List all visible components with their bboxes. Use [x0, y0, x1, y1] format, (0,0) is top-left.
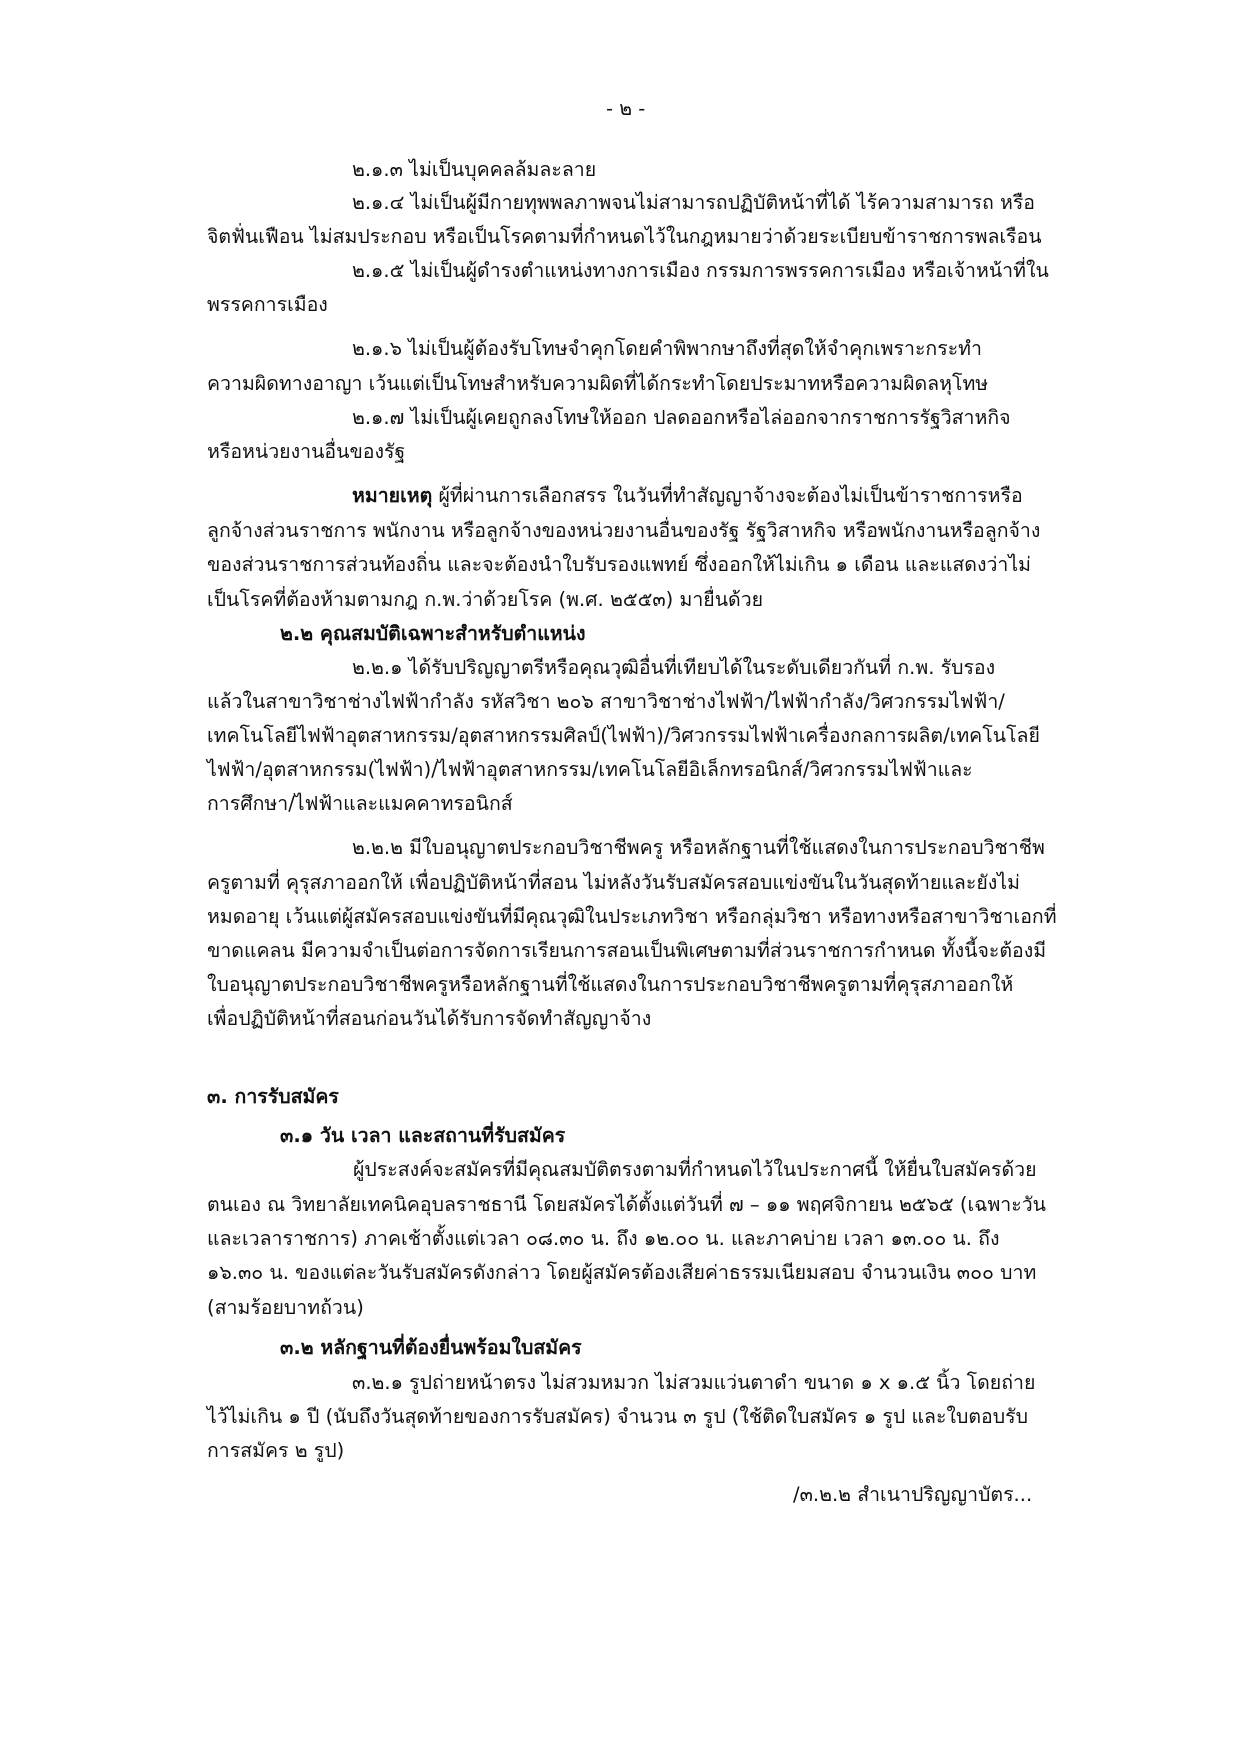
section-3-1-line-4: ๑๖.๓๐ น. ของแต่ละวันรับสมัครดังกล่าว โดยผู้สมัครต้องเสียค่าธรรมเนียมสอบ จำนวนเงิน ๓๐๐ บาท: [207, 1261, 1037, 1284]
item-2-2-1-cont-4: การศึกษา/ไฟฟ้าและแมคคาทรอนิกส์: [207, 792, 513, 815]
item-2-1-3: ๒.๑.๓ ไม่เป็นบุคคลล้มละลาย: [352, 158, 597, 181]
item-2-1-4-cont: จิตฟั่นเฟือน ไม่สมประกอบ หรือเป็นโรคตามที่กำหนดไว้ในกฎหมายว่าด้วยระเบียบข้าราชการพลเรือน: [207, 225, 1042, 248]
section-3-1-line-2: ตนเอง ณ วิทยาลัยเทคนิคอุบลราชธานี โดยสมัครได้ตั้งแต่วันที่ ๗ – ๑๑ พฤศจิกายน ๒๕๖๕ (เฉพาะวัน: [207, 1193, 1047, 1216]
note-line-2: ลูกจ้างส่วนราชการ พนักงาน หรือลูกจ้างของหน่วยงานอื่นของรัฐ รัฐวิสาหกิจ หรือพนักงานหรือลูกจ้าง: [207, 519, 1041, 542]
section-3-1-line-5: (สามร้อยบาทถ้วน): [207, 1296, 364, 1319]
note-label: หมายเหตุ: [352, 484, 433, 507]
item-2-2-2: ๒.๒.๒ มีใบอนุญาตประกอบวิชาชีพครู หรือหลักฐานที่ใช้แสดงในการประกอบวิชาชีพ: [352, 836, 1045, 859]
item-2-2-2-cont-5: เพื่อปฏิบัติหน้าที่สอนก่อนวันได้รับการจัดทำสัญญาจ้าง: [207, 1007, 652, 1030]
section-3-1-heading: ๓.๑ วัน เวลา และสถานที่รับสมัคร: [280, 1124, 566, 1147]
section-3-2-heading: ๓.๒ หลักฐานที่ต้องยื่นพร้อมใบสมัคร: [280, 1336, 582, 1359]
section-3-1-line-3: และเวลาราชการ) ภาคเช้าตั้งแต่เวลา ๐๘.๓๐ น. ถึง ๑๒.๐๐ น. และภาคบ่าย เวลา ๑๓.๐๐ น. ถึง: [207, 1227, 1000, 1250]
note-line-4: เป็นโรคที่ต้องห้ามตามกฎ ก.พ.ว่าด้วยโรค (พ.ศ. ๒๕๕๓) มายื่นด้วย: [207, 588, 764, 611]
item-2-1-6-cont: ความผิดทางอาญา เว้นแต่เป็นโทษสำหรับความผิดที่ได้กระทำโดยประมาทหรือความผิดลหุโทษ: [207, 372, 989, 395]
section-2-2-heading: ๒.๒ คุณสมบัติเฉพาะสำหรับตำแหน่ง: [280, 622, 586, 645]
continuation-note: /๓.๒.๒ สำเนาปริญญาบัตร...: [793, 1483, 1033, 1506]
note-line-3: ของส่วนราชการส่วนท้องถิ่น และจะต้องนำใบรับรองแพทย์ ซึ่งออกให้ไม่เกิน ๑ เดือน และแสดงว่าไม่: [207, 553, 1032, 576]
note-line-1: [352, 486, 1023, 506]
item-2-1-6: ๒.๑.๖ ไม่เป็นผู้ต้องรับโทษจำคุกโดยคำพิพากษาถึงที่สุดให้จำคุกเพราะกระทำ: [352, 337, 982, 360]
item-2-2-2-cont-4: ใบอนุญาตประกอบวิชาชีพครูหรือหลักฐานที่ใช้แสดงในการประกอบวิชาชีพครูตามที่คุรุสภาออกให้: [207, 973, 1014, 996]
page-number: - ๒ -: [606, 97, 646, 120]
item-2-2-2-cont-3: ขาดแคลน มีความจำเป็นต่อการจัดการเรียนการสอนเป็นพิเศษตามที่ส่วนราชการกำหนด ทั้งนี้จะต้องมี: [207, 939, 1047, 962]
item-2-1-5-cont: พรรคการเมือง: [207, 293, 328, 316]
item-2-2-1-cont-1: แล้วในสาขาวิชาช่างไฟฟ้ากำลัง รหัสวิชา ๒๐๖ สาขาวิชาช่างไฟฟ้า/ไฟฟ้ากำลัง/วิศวกรรมไฟฟ้า/: [207, 690, 1005, 713]
item-2-2-1-cont-2: เทคโนโลยีไฟฟ้าอุตสาหกรรม/อุตสาหกรรมศิลป์(ไฟฟ้า)/วิศวกรรมไฟฟ้าเครื่องกลการผลิต/เทคโนโลยี: [207, 724, 1040, 747]
item-2-2-1: ๒.๒.๑ ได้รับปริญญาตรีหรือคุณวุฒิอื่นที่เทียบได้ในระดับเดียวกันที่ ก.พ. รับรอง: [352, 656, 996, 679]
item-2-1-7-cont: หรือหน่วยงานอื่นของรัฐ: [207, 440, 406, 463]
item-3-2-1-cont-1: ไว้ไม่เกิน ๑ ปี (นับถึงวันสุดท้ายของการรับสมัคร) จำนวน ๓ รูป (ใช้ติดใบสมัคร ๑ รูป และใบตอบรับ: [207, 1405, 1028, 1428]
item-3-2-1-cont-2: การสมัคร ๒ รูป): [207, 1439, 345, 1462]
section-3-heading: ๓. การรับสมัคร: [207, 1085, 339, 1108]
section-3-1-line-1: ผู้ประสงค์จะสมัครที่มีคุณสมบัติตรงตามที่กำหนดไว้ในประกาศนี้ ให้ยื่นใบสมัครด้วย: [353, 1158, 1037, 1181]
note-text: ผู้ที่ผ่านการเลือกสรร ในวันที่ทำสัญญาจ้างจะต้องไม่เป็นข้าราชการหรือ: [432, 484, 1023, 507]
item-2-2-1-cont-3: ไฟฟ้า/อุตสาหกรรม(ไฟฟ้า)/ไฟฟ้าอุตสาหกรรม/เทคโนโลยีอิเล็กทรอนิกส์/วิศวกรรมไฟฟ้าและ: [207, 758, 973, 781]
item-2-2-2-cont-2: หมดอายุ เว้นแต่ผู้สมัครสอบแข่งขันที่มีคุณวุฒิในประเภทวิชา หรือกลุ่มวิชา หรือทางหรือสาขาวิชาเอกที่: [207, 905, 1057, 928]
item-3-2-1: ๓.๒.๑ รูปถ่ายหน้าตรง ไม่สวมหมวก ไม่สวมแว่นตาดำ ขนาด ๑ x ๑.๕ นิ้ว โดยถ่าย: [352, 1371, 1036, 1394]
item-2-1-7: ๒.๑.๗ ไม่เป็นผู้เคยถูกลงโทษให้ออก ปลดออกหรือไล่ออกจากราชการรัฐวิสาหกิจ: [352, 406, 1011, 429]
item-2-1-4: ๒.๑.๔ ไม่เป็นผู้มีกายทุพพลภาพจนไม่สามารถปฏิบัติหน้าที่ได้ ไร้ความสามารถ หรือ: [352, 191, 1036, 214]
item-2-2-2-cont-1: ครูตามที่ คุรุสภาออกให้ เพื่อปฏิบัติหน้าที่สอน ไม่หลังวันรับสมัครสอบแข่งขันในวันสุดท้ายและยังไม่: [207, 871, 1020, 894]
item-2-1-5: ๒.๑.๕ ไม่เป็นผู้ดำรงตำแหน่งทางการเมือง กรรมการพรรคการเมือง หรือเจ้าหน้าที่ใน: [352, 259, 1049, 282]
